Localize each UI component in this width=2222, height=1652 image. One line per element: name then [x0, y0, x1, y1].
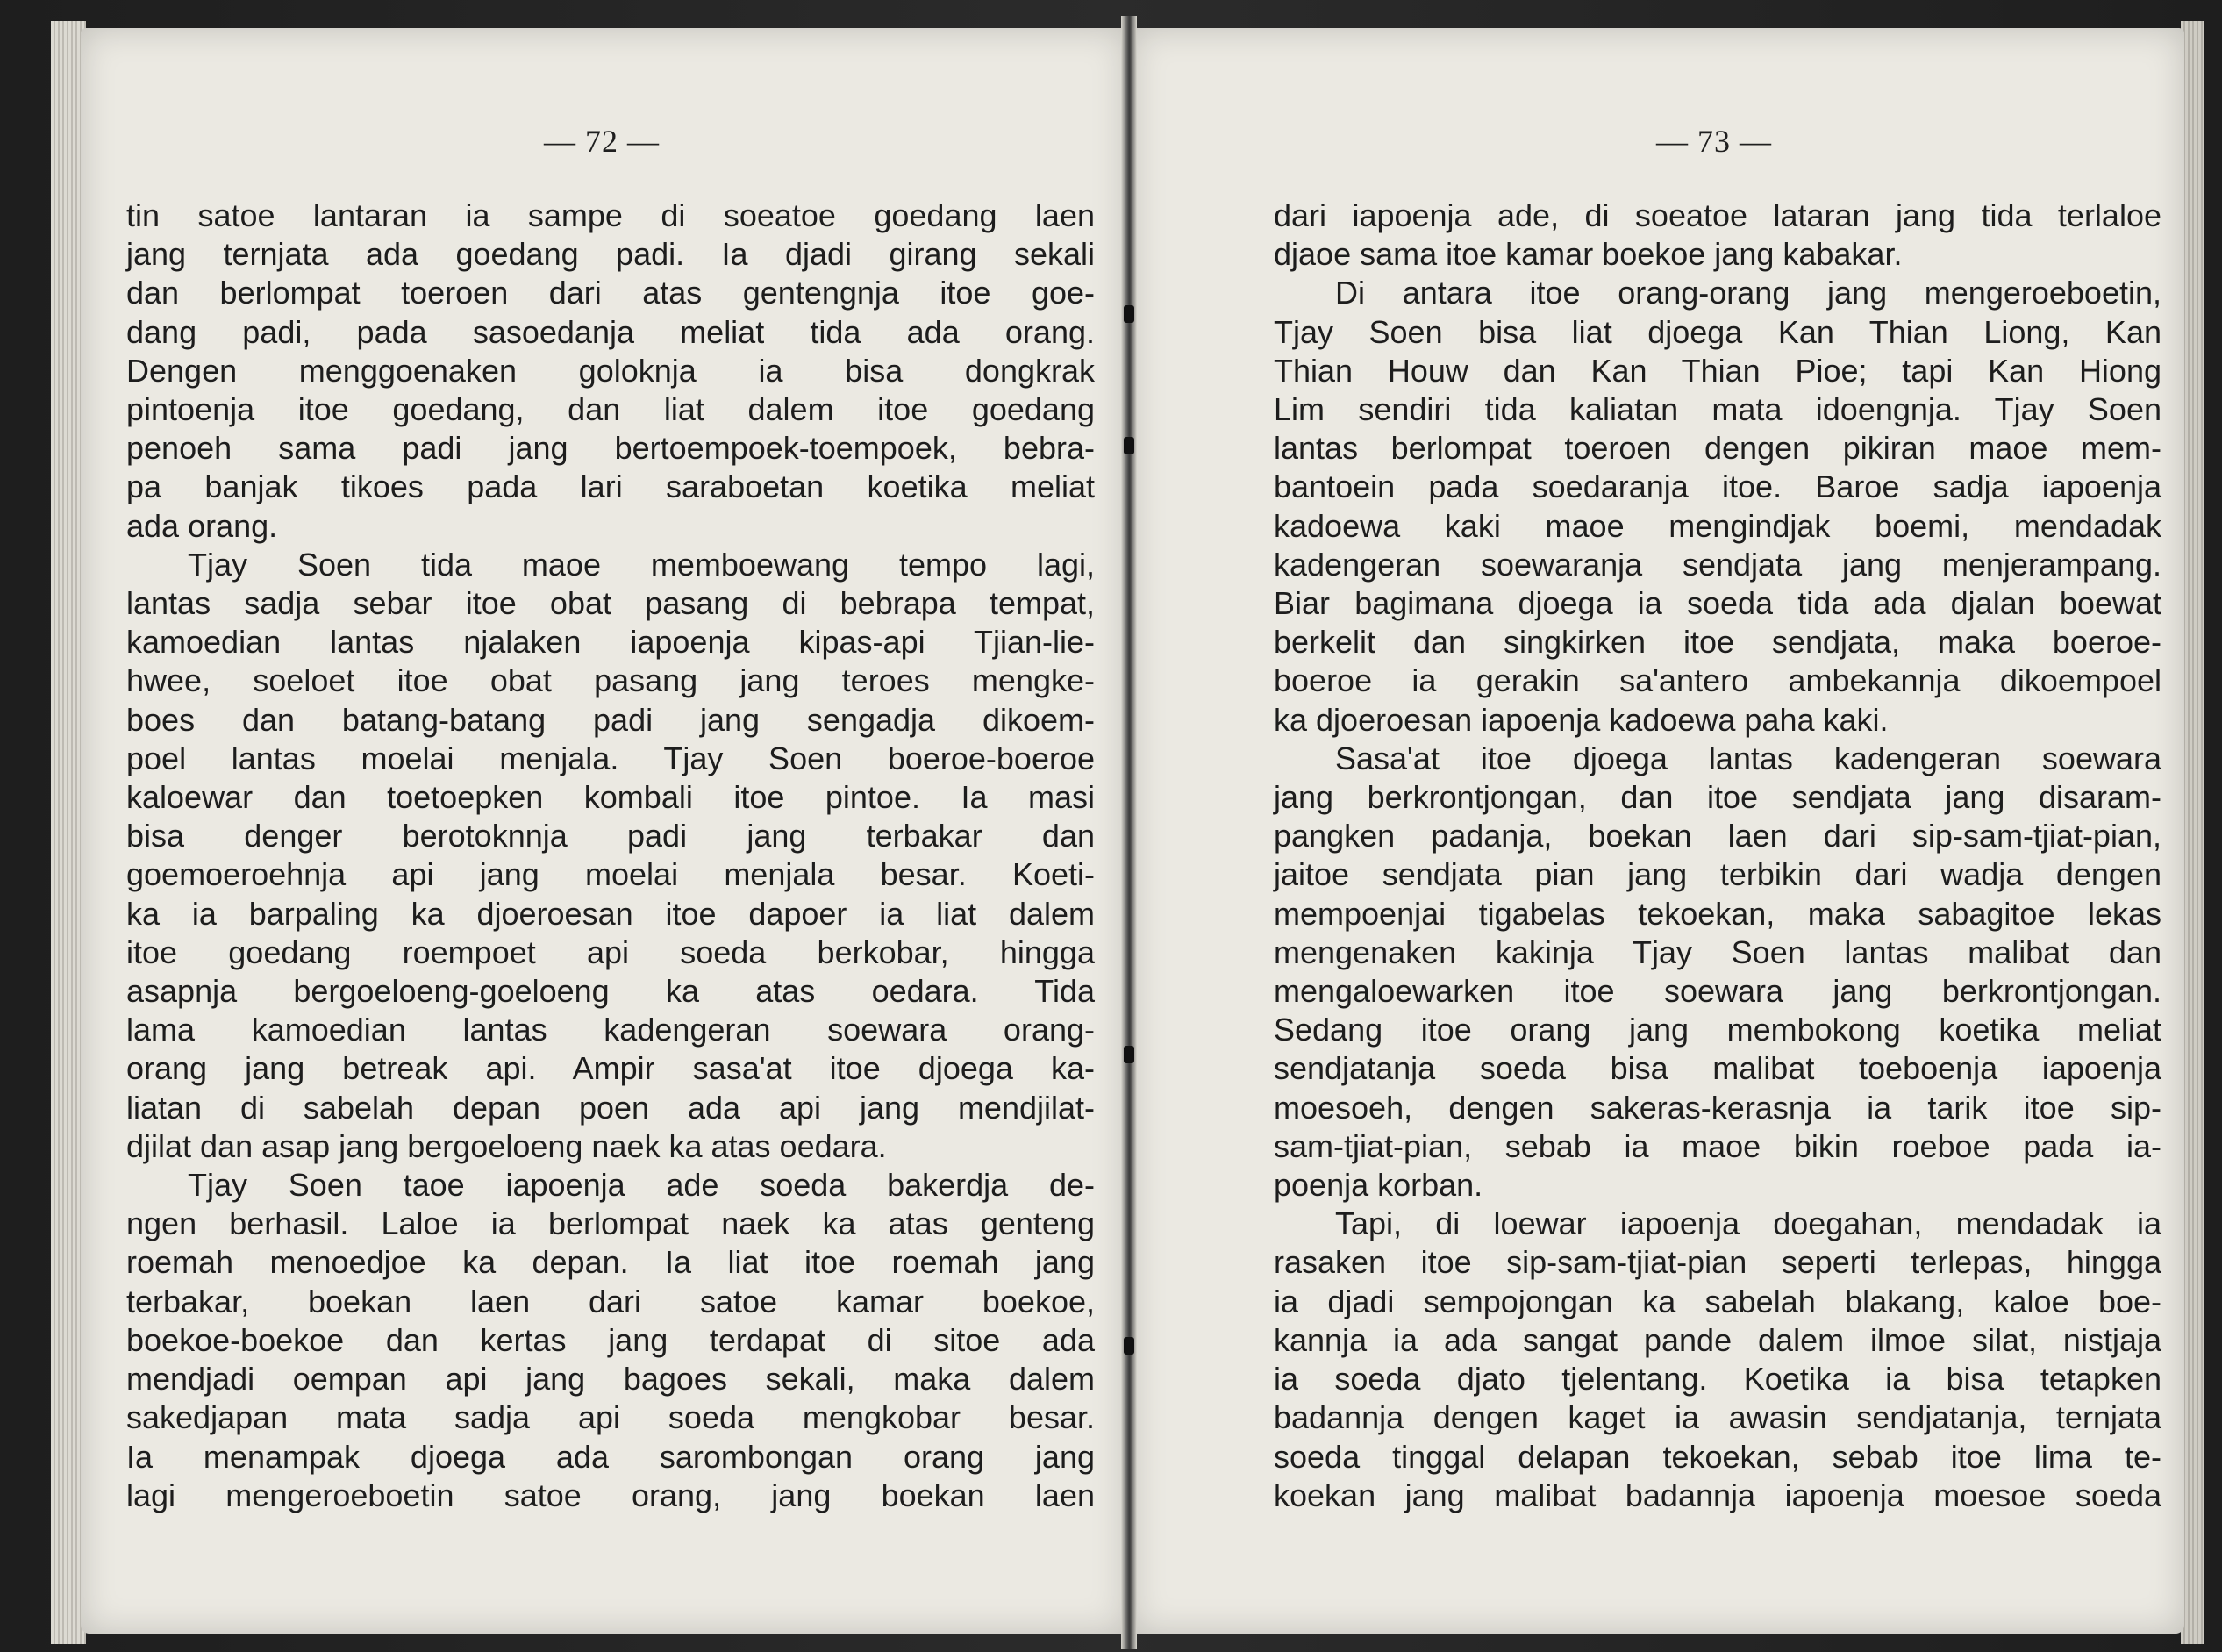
text-line: Thian Houw dan Kan Thian Pioe; tapi Kan Hiong: [1274, 352, 2161, 389]
text-line: penoeh sama padi jang bertoempoek-toempoek, bebra-: [126, 430, 1095, 467]
text-line: hwee, soeloet itoe obat pasang jang teroes mengke-: [126, 662, 1095, 699]
text-line: pangken padanja, boekan laen dari sip-sam-tjiat-pian,: [1274, 818, 2161, 855]
text-line: pa banjak tikoes pada lari saraboetan koetika meliat: [126, 468, 1095, 505]
right-page: [1132, 28, 2184, 1634]
text-line: badannja dengen kaget ia awasin sendjatanja, ternjata: [1274, 1399, 2161, 1436]
text-line: lantas berlompat toeroen dengen pikiran maoe mem-: [1274, 430, 2161, 467]
text-line: terbakar, boekan laen dari satoe kamar boekoe,: [126, 1283, 1095, 1319]
binding-staple: [1124, 437, 1134, 454]
page-number: — 72 —: [544, 124, 660, 159]
text-line: mengenaken kakinja Tjay Soen lantas malibat dan: [1274, 933, 2161, 970]
text-line: berkelit dan singkirken itoe sendjata, maka boeroe-: [1274, 624, 2161, 661]
text-line: Tapi, di loewar iapoenja doegahan, mendadak ia: [1335, 1205, 2161, 1242]
page-number: — 73 —: [1656, 124, 1772, 159]
text-line: poel lantas moelai menjala. Tjay Soen boeroe-boeroe: [126, 740, 1095, 776]
text-line: mempoenjai tigabelas tekoekan, maka sabagitoe lekas: [1274, 895, 2161, 932]
text-line: goemoeroehnja api jang moelai menjala besar. Koeti-: [126, 856, 1095, 893]
binding-staple: [1124, 1046, 1134, 1063]
text-line: poenja korban.: [1274, 1167, 1483, 1204]
text-line: sam-tjiat-pian, sebab ia maoe bikin roeboe pada ia-: [1274, 1127, 2161, 1164]
text-line: ia soeda djato tjelentang. Koetika ia bisa tetapken: [1274, 1361, 2161, 1398]
text-line: lantas sadja sebar itoe obat pasang di bebrapa tempat,: [126, 585, 1095, 622]
text-line: ka ia barpaling ka djoeroesan itoe dapoer ia liat dalem: [126, 895, 1095, 932]
text-line: Tjay Soen tida maoe memboewang tempo lagi,: [188, 546, 1095, 583]
text-line: boes dan batang-batang padi jang sengadja dikoem-: [126, 701, 1095, 738]
text-line: boekoe-boekoe dan kertas jang terdapat di sitoe ada: [126, 1321, 1095, 1358]
text-line: Sedang itoe orang jang membokong koetika meliat: [1274, 1012, 2161, 1048]
page-text: [126, 197, 1095, 1515]
text-line: jang ternjata ada goedang padi. Ia djadi girang sekali: [126, 236, 1095, 273]
text-line: rasaken itoe sip-sam-tjiat-pian seperti terlepas, hingga: [1274, 1244, 2161, 1281]
text-line: tin satoe lantaran ia sampe di soeatoe goedang laen: [126, 197, 1095, 233]
text-line: kadoewa kaki maoe mengindjak boemi, mendadak: [1274, 507, 2161, 544]
text-line: dari iapoenja ade, di soeatoe lataran jang tida terlaloe: [1274, 197, 2161, 233]
left-page: [81, 28, 1126, 1634]
text-line: kaloewar dan toetoepken kombali itoe pintoe. Ia masi: [126, 779, 1095, 816]
text-line: asapnja bergoeloeng-goeloeng ka atas oedara. Tida: [126, 973, 1095, 1010]
text-line: sakedjapan mata sadja api soeda mengkobar besar.: [126, 1399, 1095, 1436]
text-line: ia djadi sempojongan ka sabelah blakang, kaloe boe-: [1274, 1283, 2161, 1319]
text-line: liatan di sabelah depan poen ada api jang mendjilat-: [126, 1089, 1095, 1126]
text-line: djilat dan asap jang bergoeloeng naek ka atas oedara.: [126, 1127, 887, 1164]
text-line: jang berkrontjongan, dan itoe sendjata jang disaram-: [1274, 779, 2161, 816]
text-line: lagi mengeroeboetin satoe orang, jang boekan laen: [126, 1477, 1095, 1513]
book-gutter: [1121, 16, 1137, 1649]
text-line: pintoenja itoe goedang, dan liat dalem itoe goedang: [126, 391, 1095, 428]
text-line: soeda tinggal delapan tekoekan, sebab itoe lima te-: [1274, 1438, 2161, 1475]
binding-staple: [1124, 305, 1134, 323]
text-line: Lim sendiri tida kaliatan mata idoengnja. Tjay Soen: [1274, 391, 2161, 428]
text-line: moesoeh, dengen sakeras-kerasnja ia tarik itoe sip-: [1274, 1089, 2161, 1126]
text-line: lama kamoedian lantas kadengeran soewara orang-: [126, 1012, 1095, 1048]
text-line: mengaloewarken itoe soewara jang berkrontjongan.: [1274, 973, 2161, 1010]
text-line: mendjadi oempan api jang bagoes sekali, maka dalem: [126, 1361, 1095, 1398]
text-line: Tjay Soen taoe iapoenja ade soeda bakerdja de-: [188, 1167, 1095, 1204]
text-line: ka djoeroesan iapoenja kadoewa paha kaki.: [1274, 701, 1889, 738]
text-line: itoe goedang roempoet api soeda berkobar, hingga: [126, 933, 1095, 970]
text-line: ada orang.: [126, 507, 278, 544]
text-line: Tjay Soen bisa liat djoega Kan Thian Liong, Kan: [1274, 313, 2161, 350]
text-line: bisa denger berotoknnja padi jang terbakar dan: [126, 818, 1095, 855]
text-line: roemah menoedjoe ka depan. Ia liat itoe roemah jang: [126, 1244, 1095, 1281]
text-line: bantoein pada soedaranja itoe. Baroe sadja iapoenja: [1274, 468, 2161, 505]
text-line: Biar bagimana djoega ia soeda tida ada djalan boewat: [1274, 585, 2161, 622]
text-line: boeroe ia gerakin sa'antero ambekannja dikoempoel: [1274, 662, 2161, 699]
text-line: dan berlompat toeroen dari atas gentengnja itoe goe-: [126, 275, 1095, 311]
text-line: Di antara itoe orang-orang jang mengeroeboetin,: [1335, 275, 2161, 311]
text-line: Dengen menggoenaken goloknja ia bisa dongkrak: [126, 352, 1095, 389]
text-line: djaoe sama itoe kamar boekoe jang kabakar.: [1274, 236, 1903, 273]
text-line: Ia menampak djoega ada sarombongan orang jang: [126, 1438, 1095, 1475]
text-line: orang jang betreak api. Ampir sasa'at itoe djoega ka-: [126, 1050, 1095, 1087]
text-line: Sasa'at itoe djoega lantas kadengeran soewara: [1335, 740, 2161, 776]
page-text: [1274, 197, 2161, 1515]
binding-staple: [1124, 1337, 1134, 1355]
text-line: kannja ia ada sangat pande dalem ilmoe silat, nistjaja: [1274, 1321, 2161, 1358]
text-line: koekan jang malibat badannja iapoenja moesoe soeda: [1274, 1477, 2161, 1513]
text-line: sendjatanja soeda bisa malibat toeboenja iapoenja: [1274, 1050, 2161, 1087]
text-line: kadengeran soewaranja sendjata jang menjerampang.: [1274, 546, 2161, 583]
text-line: ngen berhasil. Laloe ia berlompat naek ka atas genteng: [126, 1205, 1095, 1242]
text-line: kamoedian lantas njalaken iapoenja kipas-api Tjian-lie-: [126, 624, 1095, 661]
text-line: dang padi, pada sasoedanja meliat tida ada orang.: [126, 313, 1095, 350]
text-line: jaitoe sendjata pian jang terbikin dari wadja dengen: [1274, 856, 2161, 893]
